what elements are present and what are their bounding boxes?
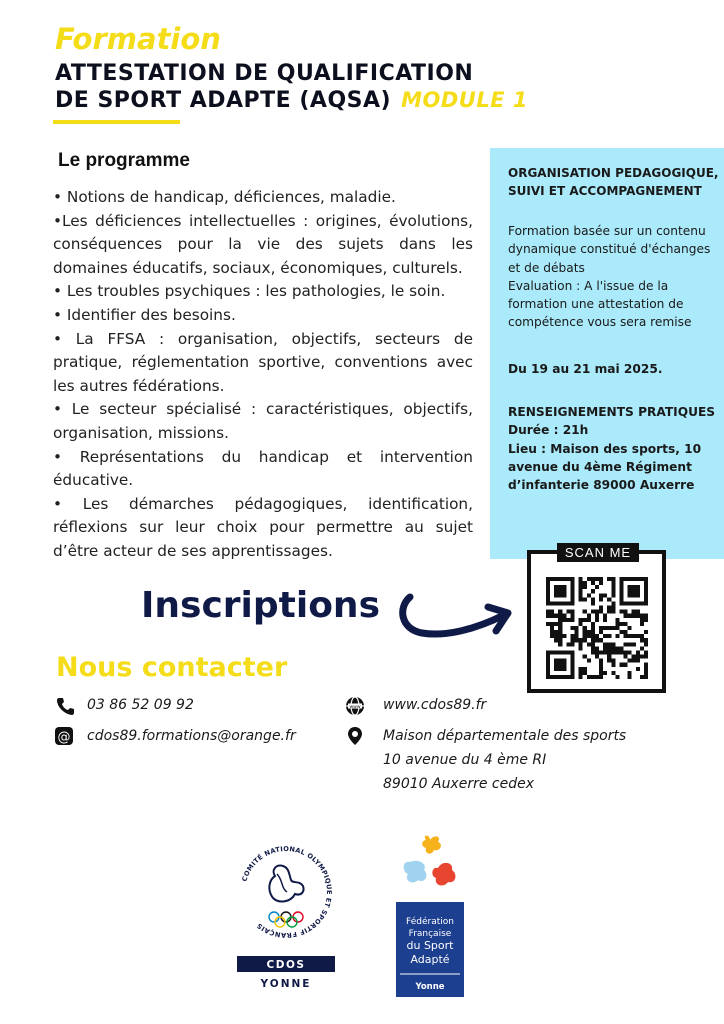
qr-module [579, 671, 583, 675]
qr-module [607, 626, 611, 630]
qr-module [575, 630, 579, 634]
qr-module [587, 675, 591, 679]
qr-module [607, 610, 611, 614]
svg-text:www: www [349, 704, 361, 710]
qr-module [599, 667, 603, 671]
qr-module [595, 610, 599, 614]
qr-module [595, 614, 599, 618]
qr-module [579, 622, 583, 626]
formation-label: Formation [55, 22, 221, 56]
qr-module [624, 610, 628, 614]
sidebar-description: Formation basée sur un contenu dynamique constitué d'échanges et de débats [508, 224, 711, 275]
qr-module [595, 585, 599, 589]
ffsa-yonne-text: Yonne [415, 982, 445, 992]
qr-module [640, 614, 644, 618]
qr-module [624, 655, 628, 659]
qr-module [562, 618, 566, 622]
qr-module [628, 634, 632, 638]
qr-module [579, 618, 583, 622]
cnosf-arc-text: COMITÉ NATIONAL OLYMPIQUE ET SPORTIF FRANÇAIS [240, 844, 334, 940]
qr-module [624, 622, 628, 626]
qr-module [599, 650, 603, 654]
qr-module [644, 642, 648, 646]
qr-module [611, 642, 615, 646]
qr-module [599, 581, 603, 585]
qr-module [558, 614, 562, 618]
qr-module [583, 610, 587, 614]
qr-module [640, 622, 644, 626]
qr-module [607, 634, 611, 638]
qr-module [607, 642, 611, 646]
qr-module [636, 634, 640, 638]
qr-module [611, 606, 615, 610]
qr-module [632, 655, 636, 659]
qr-module [607, 577, 611, 581]
qr-module [603, 626, 607, 630]
qr-module [603, 614, 607, 618]
qr-module [570, 626, 574, 630]
programme-item: • Notions de handicap, déficiences, maladie. [53, 188, 396, 206]
qr-module [554, 630, 558, 634]
qr-module [619, 650, 623, 654]
ffsa-text-3: du Sport [406, 939, 454, 952]
qr-module [611, 646, 615, 650]
title-line-2 [55, 88, 528, 113]
qr-module [595, 675, 599, 679]
qr-module [619, 622, 623, 626]
qr-module [570, 610, 574, 614]
ffsa-text-2: Française [408, 929, 452, 939]
qr-module [546, 610, 550, 614]
qr-module [558, 622, 562, 626]
programme-item: •Les déficiences intellectuelles : origines, évolutions, conséquences pour la vie des sujets dans les domaines éducatifs, sociaux, économiques, culturels. [53, 211, 473, 277]
qr-module [558, 642, 562, 646]
programme-item: • Les démarches pédagogiques, identification, réflexions sur leur choix pour permettre au sujet d’être acteur de ses apprentissages. [53, 494, 473, 560]
programme-item: • Représentations du handicap et intervention éducative. [53, 447, 473, 490]
qr-module [558, 630, 562, 634]
qr-module [624, 630, 628, 634]
qr-module [579, 667, 583, 671]
qr-module [644, 650, 648, 654]
qr-module [611, 581, 615, 585]
cdos-yonne-logo [231, 840, 341, 990]
qr-module [583, 671, 587, 675]
qr-module [583, 597, 587, 601]
programme-item: • Les troubles psychiques : les pathologies, le soin. [53, 282, 446, 301]
qr-module [591, 597, 595, 601]
qr-module [640, 638, 644, 642]
qr-module [579, 675, 583, 679]
qr-module [624, 614, 628, 618]
qr-module [558, 638, 562, 642]
qr-module [546, 622, 550, 626]
qr-module [587, 577, 591, 581]
qr-module [619, 663, 623, 667]
practical-heading: RENSEIGNEMENTS PRATIQUES [508, 405, 716, 419]
qr-module [562, 634, 566, 638]
qr-module [632, 659, 636, 663]
address-line-2: 10 avenue du 4 ème RI [383, 752, 547, 768]
qr-module [599, 626, 603, 630]
qr-module [591, 646, 595, 650]
ffsa-text-4: Adapté [410, 953, 450, 966]
qr-module [611, 610, 615, 614]
qr-module [624, 663, 628, 667]
qr-module [595, 577, 599, 581]
qr-module [583, 655, 587, 659]
qr-module [595, 634, 599, 638]
qr-module [636, 650, 640, 654]
email-icon [54, 726, 74, 746]
phone-number[interactable]: 03 86 52 09 92 [87, 697, 194, 713]
qr-module [583, 667, 587, 671]
ffsa-text-1: Fédération [406, 917, 454, 927]
qr-module [591, 626, 595, 630]
phone-icon [55, 696, 75, 716]
qr-module [583, 585, 587, 589]
qr-module [570, 638, 574, 642]
qr-module [583, 638, 587, 642]
qr-module [591, 650, 595, 654]
programme-item: • Le secteur spécialisé : caractéristiques, objectifs, organisation, missions. [53, 400, 473, 442]
qr-module [611, 650, 615, 654]
qr-module [566, 610, 570, 614]
qr-module [644, 614, 648, 618]
programme-item: • Identifier des besoins. [53, 305, 236, 324]
qr-module [640, 655, 644, 659]
qr-module [636, 655, 640, 659]
qr-module [628, 650, 632, 654]
qr-module [636, 667, 640, 671]
qr-module [615, 650, 619, 654]
qr-module [632, 610, 636, 614]
qr-module [632, 634, 636, 638]
qr-module [550, 630, 554, 634]
qr-module [611, 601, 615, 605]
qr-module [607, 650, 611, 654]
qr-module [587, 659, 591, 663]
qr-module [591, 589, 595, 593]
qr-module [595, 655, 599, 659]
qr-module [607, 606, 611, 610]
qr-module [644, 618, 648, 622]
qr-module [591, 577, 595, 581]
qr-module [603, 671, 607, 675]
arrow-icon [396, 577, 516, 657]
location-pin-icon [345, 726, 365, 746]
ffsa-yonne-logo [396, 832, 464, 997]
qr-module [570, 642, 574, 646]
qr-module [599, 671, 603, 675]
qr-module [575, 634, 579, 638]
qr-module [599, 593, 603, 597]
qr-module [615, 622, 619, 626]
qr-module [591, 622, 595, 626]
qr-module [611, 671, 615, 675]
svg-text:@: @ [57, 730, 71, 745]
qr-module [558, 626, 562, 630]
qr-module [583, 618, 587, 622]
qr-module [615, 646, 619, 650]
qr-module [599, 606, 603, 610]
qr-module [583, 581, 587, 585]
qr-module [603, 593, 607, 597]
qr-module [640, 646, 644, 650]
qr-module [579, 589, 583, 593]
qr-module [628, 671, 632, 675]
qr-module [619, 646, 623, 650]
qr-module [587, 642, 591, 646]
yonne-text: YONNE [260, 978, 312, 990]
qr-module [579, 581, 583, 585]
qr-module [554, 585, 566, 597]
qr-module [599, 638, 603, 642]
qr-module [591, 638, 595, 642]
qr-module [599, 663, 603, 667]
qr-module [558, 618, 562, 622]
qr-module [579, 593, 583, 597]
qr-module [554, 622, 558, 626]
qr-module [624, 650, 628, 654]
qr-module [583, 634, 587, 638]
qr-module [591, 642, 595, 646]
cdos-text: CDOS [266, 959, 306, 971]
qr-module [628, 675, 632, 679]
qr-module [554, 659, 566, 671]
practical-location: Lieu : Maison des sports, 10 avenue du 4ème Régiment d’infanterie 89000 Auxerre [508, 441, 702, 493]
qr-module [599, 610, 603, 614]
qr-module [615, 675, 619, 679]
info-sidebar [490, 148, 724, 559]
qr-module [611, 626, 615, 630]
programme-list [53, 186, 473, 564]
globe-icon [345, 696, 365, 716]
qr-module [566, 642, 570, 646]
qr-module [644, 671, 648, 675]
sidebar-body [508, 222, 720, 332]
qr-module [628, 642, 632, 646]
qr-module [558, 634, 562, 638]
qr-module [611, 593, 615, 597]
qr-module [644, 655, 648, 659]
qr-module [603, 618, 607, 622]
scan-me-label: SCAN ME [557, 543, 639, 562]
address-line-1: Maison départementale des sports [383, 728, 627, 744]
qr-module [599, 597, 603, 601]
programme-item: • La FFSA : organisation, objectifs, secteurs de pratique, réglementation sportive, conventions avec les autres fédérations. [53, 329, 473, 395]
qr-module [579, 642, 583, 646]
sidebar-dates: Du 19 au 21 mai 2025. [508, 362, 663, 376]
qr-module [628, 614, 632, 618]
qr-module [611, 585, 615, 589]
qr-module [644, 667, 648, 671]
qr-module [570, 634, 574, 638]
qr-module [550, 626, 554, 630]
qr-module [636, 614, 640, 618]
qr-module [619, 610, 623, 614]
qr-module [611, 589, 615, 593]
qr-module [591, 610, 595, 614]
qr-module [566, 618, 570, 622]
qr-module [624, 634, 628, 638]
qr-module [607, 659, 611, 663]
contact-heading: Nous contacter [56, 652, 288, 683]
qr-module [595, 638, 599, 642]
qr-module [554, 614, 558, 618]
qr-module [591, 601, 595, 605]
programme-heading: Le programme [58, 150, 190, 171]
qr-module [579, 585, 583, 589]
qr-module [583, 630, 587, 634]
qr-module [632, 642, 636, 646]
qr-module [587, 618, 591, 622]
qr-module [628, 585, 640, 597]
qr-module [550, 614, 554, 618]
qr-module [599, 577, 603, 581]
qr-module [591, 675, 595, 679]
sidebar-practical [508, 403, 720, 494]
qr-module [603, 650, 607, 654]
qr-module [607, 646, 611, 650]
sidebar-heading: ORGANISATION PEDAGOGIQUE, SUIVI ET ACCOMPAGNEMENT [508, 166, 719, 199]
qr-module [575, 626, 579, 630]
qr-module [595, 618, 599, 622]
qr-module [607, 597, 611, 601]
qr-module [611, 659, 615, 663]
qr-module [550, 634, 554, 638]
qr-module [558, 610, 562, 614]
module-label: MODULE 1 [401, 88, 528, 112]
qr-module [644, 663, 648, 667]
qr-code[interactable] [546, 577, 648, 679]
sidebar-evaluation: Evaluation : A l'issue de la formation une attestation de compétence vous sera remise [508, 278, 692, 330]
qr-module [628, 626, 632, 630]
qr-module [619, 630, 623, 634]
qr-module [615, 634, 619, 638]
website-link[interactable]: www.cdos89.fr [383, 697, 487, 713]
qr-module [579, 638, 583, 642]
qr-module [603, 646, 607, 650]
qr-module [603, 642, 607, 646]
qr-module [570, 618, 574, 622]
address-line-3: 89010 Auxerre cedex [383, 776, 535, 792]
qr-module [595, 646, 599, 650]
qr-module [575, 638, 579, 642]
title-underline [53, 120, 180, 124]
qr-module [644, 630, 648, 634]
qr-module [611, 663, 615, 667]
qr-module [603, 634, 607, 638]
qr-module [550, 622, 554, 626]
qr-module [615, 626, 619, 630]
qr-module [591, 630, 595, 634]
qr-module [579, 577, 583, 581]
qr-module [644, 638, 648, 642]
qr-module [562, 614, 566, 618]
qr-module [579, 646, 583, 650]
qr-module [624, 642, 628, 646]
qr-module [615, 618, 619, 622]
qr-module [583, 626, 587, 630]
qr-module [599, 659, 603, 663]
qr-module [611, 577, 615, 581]
qr-module [550, 610, 554, 614]
qr-module [640, 618, 644, 622]
email-address[interactable]: cdos89.formations@orange.fr [87, 728, 296, 744]
title-line-1: ATTESTATION DE QUALIFICATION [55, 61, 474, 86]
qr-module [591, 634, 595, 638]
qr-module [628, 659, 632, 663]
qr-module [579, 597, 583, 601]
qr-module [587, 593, 591, 597]
qr-module [554, 638, 558, 642]
qr-module [640, 634, 644, 638]
qr-module [554, 634, 558, 638]
qr-module [595, 650, 599, 654]
inscriptions-heading: Inscriptions [141, 585, 380, 626]
qr-module [636, 659, 640, 663]
qr-module [546, 614, 550, 618]
qr-module [599, 630, 603, 634]
qr-module [640, 675, 644, 679]
qr-module [599, 675, 603, 679]
practical-duration: Durée : 21h [508, 423, 589, 438]
title-line-2-text: DE SPORT ADAPTE (AQSA) [55, 88, 392, 113]
qr-module [607, 655, 611, 659]
qr-module [587, 634, 591, 638]
qr-module [570, 614, 574, 618]
qr-module [587, 614, 591, 618]
qr-module [632, 614, 636, 618]
qr-module [587, 630, 591, 634]
qr-module [636, 610, 640, 614]
qr-module [644, 675, 648, 679]
qr-module [591, 581, 595, 585]
